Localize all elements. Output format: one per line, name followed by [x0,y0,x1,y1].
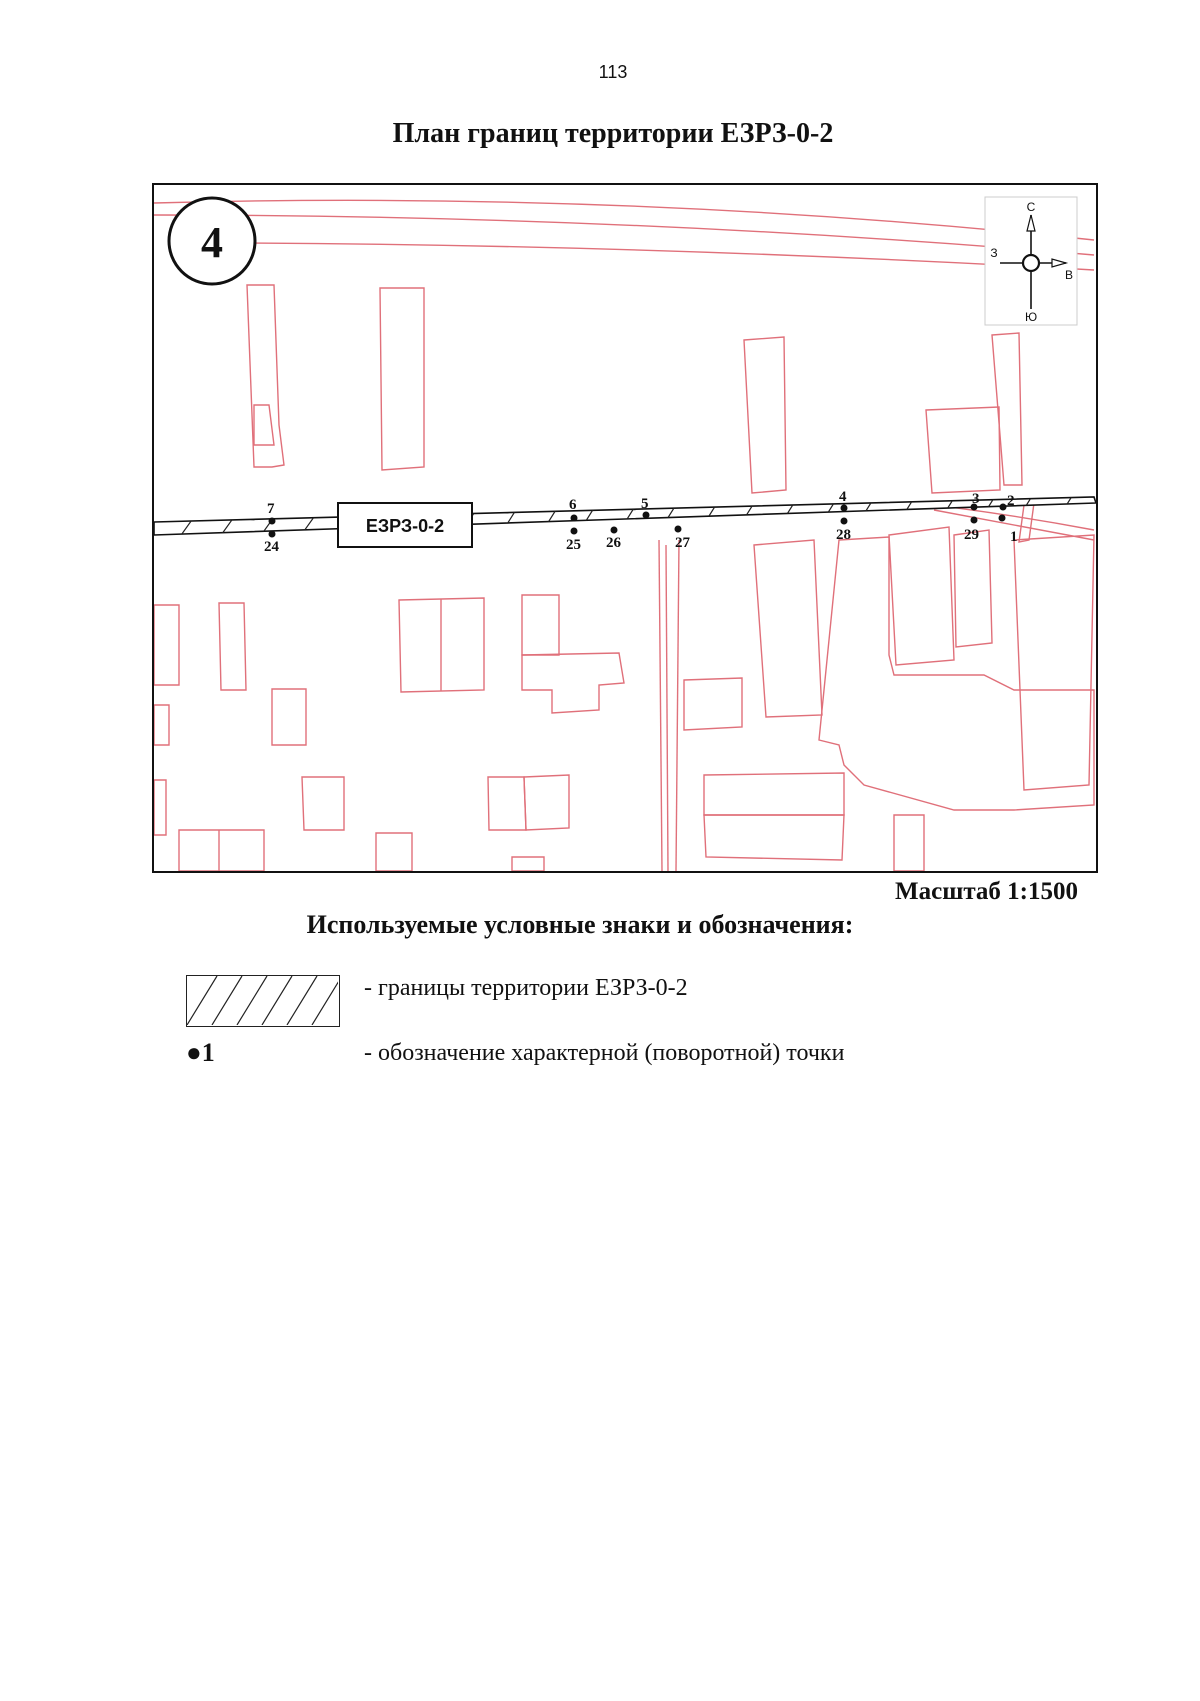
point-label-2: 2 [1007,493,1015,509]
boundary-point-4 [841,505,848,512]
legend-item-boundary [186,975,1086,1031]
point-label-24: 24 [264,539,279,555]
hatch-line [774,495,799,535]
boundary-point-27 [675,526,682,533]
map-scale: Масштаб 1:1500 [895,878,1078,905]
sheet-number-badge [169,198,255,284]
boundary-point-28 [841,518,848,525]
point-label-3: 3 [972,491,980,507]
legend-text-boundary: - границы территории ЕЗРЗ-0-2 [364,975,688,1001]
compass-rose [985,197,1077,325]
boundary-point-7 [269,518,276,525]
boundary-point-2 [1000,504,1007,511]
point-label-26: 26 [606,535,621,551]
road-line [244,243,1094,270]
parcel [894,815,924,871]
map-frame [152,183,1098,873]
parcel [154,780,166,835]
parcel [522,595,559,655]
parcel [272,689,306,745]
page-number: 113 [598,62,628,82]
parcel [488,777,526,830]
parcel [154,605,179,685]
boundary-point-6 [571,515,578,522]
parcel [926,407,1000,493]
parcels [154,285,1094,871]
legend-title: Используемые условные знаки и обозначения: [306,910,854,939]
legend-item-point [186,1038,1086,1078]
road-line [666,545,668,871]
parcel [154,705,169,745]
boundary-point-5 [643,512,650,519]
legend-text-point: - обозначение характерной (поворотной) точки [364,1040,845,1066]
boundary-point-26 [611,527,618,534]
road-lines [154,200,1094,871]
compass-east-label: В [1064,268,1074,282]
hatch-line [694,500,719,540]
road-line [659,540,662,871]
zone-label: ЕЗРЗ-0-2 [365,516,445,536]
point-symbol-icon: ●1 [186,1038,215,1067]
point-label-1: 1 [1010,529,1018,545]
point-label-7: 7 [267,501,275,517]
page-title: План границ территории ЕЗРЗ-0-2 [392,118,834,149]
parcel [302,777,344,830]
boundary-point-24 [269,531,276,538]
map-canvas [154,185,1096,871]
parcel [744,337,786,493]
boundary-point-1 [999,515,1006,522]
compass-north-label: С [1026,200,1036,214]
boundary-point-29 [971,517,978,524]
point-label-25: 25 [566,537,581,553]
parcel [992,333,1022,485]
parcel [380,288,424,470]
road-line [676,540,679,871]
parcel [889,527,954,665]
boundary-point-25 [571,528,578,535]
hatch-line [494,505,519,545]
parcel [376,833,412,871]
parcel [512,857,544,871]
parcel [704,815,844,860]
parcel [179,830,264,871]
compass-west-label: З [990,246,998,260]
parcel [819,537,1094,810]
road-line [154,200,1094,240]
point-label-28: 28 [836,527,851,543]
parcel [219,603,246,690]
point-label-5: 5 [641,496,649,512]
parcel [524,775,569,830]
parcel [754,540,822,717]
point-label-29: 29 [964,527,979,543]
hatched-box-icon [186,975,340,1027]
parcel [522,653,624,713]
sheet-number: 4 [201,218,223,267]
parcel [254,405,274,445]
parcel [684,678,742,730]
parcel [704,773,844,815]
compass-center-icon [1023,255,1039,271]
hatch-line [654,500,679,540]
parcel [1014,535,1094,790]
parcel [954,530,992,647]
point-label-6: 6 [569,497,577,513]
point-label-4: 4 [839,489,847,505]
compass-south-label: Ю [1024,310,1038,324]
parcel [1019,503,1034,542]
zone-label-box [338,503,472,547]
parcel [247,285,284,467]
point-label-27: 27 [675,535,690,551]
